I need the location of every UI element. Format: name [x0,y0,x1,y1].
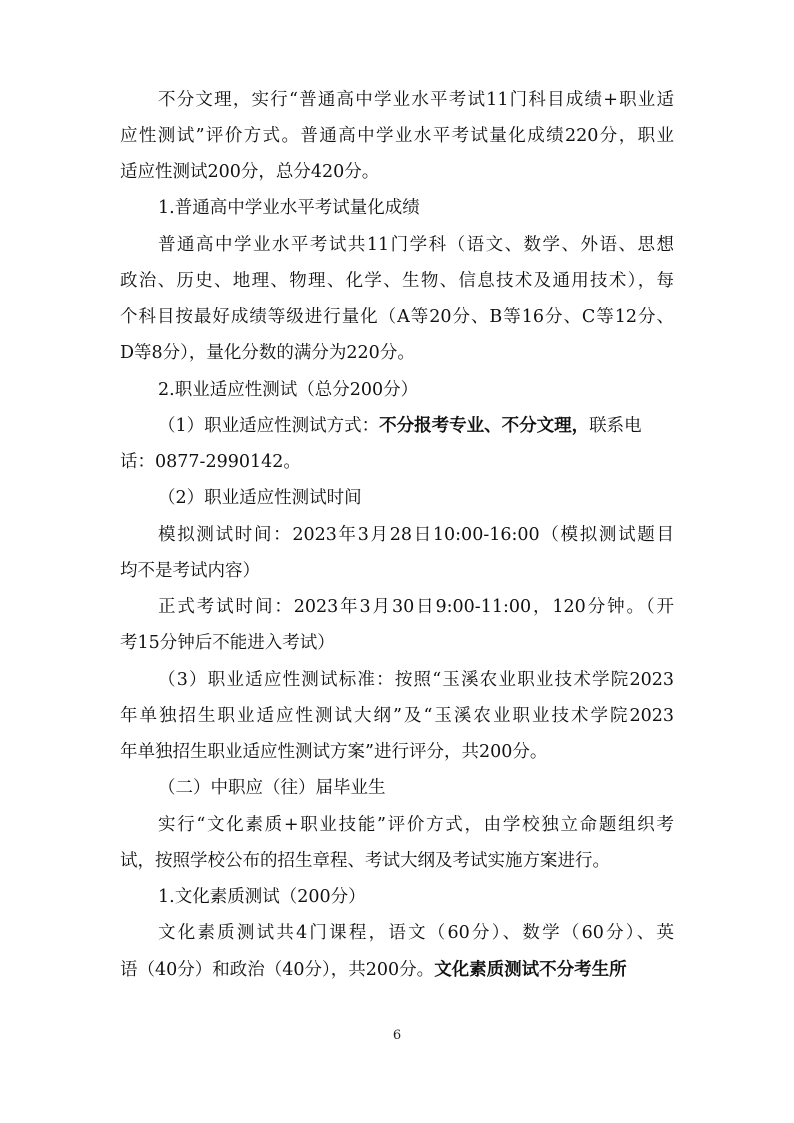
section-heading: 1.文化素质测试（200分） [158,887,366,907]
page-number: 6 [392,1028,402,1043]
text-segment: 联系电 [589,416,642,436]
section-heading: （二）中职应（往）届毕业生 [158,778,386,798]
text-line: 不分文理，实行“普通高中学业水平考试11门科目成绩+职业适 [158,90,674,110]
text-line: 话：0877-2990142。 [120,452,301,472]
text-line: 试，按照学校公布的招生章程、考试大纲及考试实施方案进行。 [120,851,610,871]
text-line: 考15分钟后不能进入考试） [120,633,335,653]
section-heading: 2.职业适应性测试（总分200分） [158,380,419,400]
text-line: 政治、历史、地理、物理、化学、生物、信息技术及通用技术），每 [120,271,674,291]
section-heading: （2）职业适应性测试时间 [158,488,362,508]
text-line: 年单独招生职业适应性测试方案”进行评分，共200分。 [120,742,548,762]
text-line: 年单独招生职业适应性测试大纲”及“玉溪农业职业技术学院2023 [120,706,674,726]
emphasis-text: 不分报考专业、不分文理， [379,416,590,436]
text-line [120,408,674,444]
section-heading: 1.普通高中学业水平考试量化成绩 [158,198,420,218]
text-line: D等8分），量化分数的满分为220分。 [120,343,415,363]
text-line: 模拟测试时间：2023年3月28日10:00-16:00（模拟测试题目 [158,525,674,545]
text-line: 应性测试”评价方式。普通高中学业水平考试量化成绩220分，职业 [120,126,674,146]
text-line: 均不是考试内容） [120,561,260,581]
text-line: 普通高中学业水平考试共11门学科（语文、数学、外语、思想 [158,235,674,255]
text-line: 适应性测试200分，总分420分。 [120,162,380,182]
text-line: 个科目按最好成绩等级进行量化（A等20分、B等16分、C等12分、 [120,307,674,327]
text-line: 文化素质测试共4门课程，语文（60分）、数学（60分）、英 [158,923,674,943]
text-line [120,952,674,988]
text-line: 正式考试时间：2023年3月30日9:00-11:00，120分钟。（开 [158,597,674,617]
text-segment: 语（40分）和政治（40分），共200分。 [120,960,435,980]
emphasis-text: 文化素质测试不分考生所 [434,960,627,980]
text-line: 实行“文化素质+职业技能”评价方式，由学校独立命题组织考 [158,815,674,835]
text-segment: （1）职业适应性测试方式： [158,416,380,436]
text-line: （3）职业适应性测试标准：按照“玉溪农业职业技术学院2023 [158,670,674,690]
